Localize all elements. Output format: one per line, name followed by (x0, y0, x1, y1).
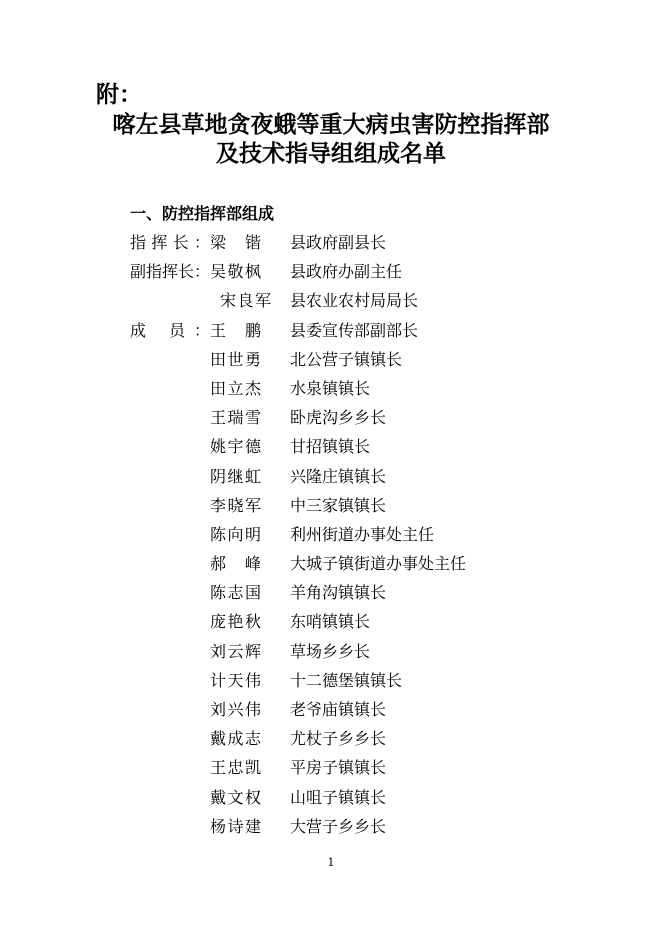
section-heading: 一、防控指挥部组成 (130, 204, 275, 223)
member-row (0, 724, 662, 753)
member-roster (0, 228, 662, 841)
member-name: 郝 峰 (210, 554, 261, 574)
member-row (0, 637, 662, 666)
document-title-line-1: 喀左县草地贪夜蛾等重大病虫害防控指挥部 (112, 112, 550, 138)
page-number: 1 (327, 856, 335, 869)
member-name: 杨诗建 (210, 816, 261, 836)
member-row (0, 695, 662, 724)
member-position: 东哨镇镇长 (290, 612, 371, 632)
member-position: 中三家镇镇长 (290, 495, 387, 515)
member-row (0, 491, 662, 520)
member-position: 北公营子镇镇长 (290, 349, 403, 369)
member-name: 刘兴伟 (210, 700, 261, 719)
member-name: 王忠凯 (210, 758, 261, 778)
member-row (0, 374, 662, 403)
member-position: 兴隆庄镇镇长 (290, 466, 387, 486)
member-name: 王瑞雪 (210, 408, 261, 428)
member-row (0, 286, 662, 315)
member-row (0, 345, 662, 374)
member-row (0, 578, 662, 607)
member-name: 阴继虹 (210, 466, 261, 486)
member-row (0, 607, 662, 636)
member-row (0, 666, 662, 695)
member-position: 大城子镇街道办事处主任 (290, 554, 467, 574)
member-row (0, 549, 662, 578)
member-row (0, 228, 662, 257)
member-role: 成 员： (130, 320, 210, 340)
member-role: 副指挥长： (130, 262, 211, 282)
member-position: 大营子乡乡长 (290, 816, 387, 836)
member-name: 戴文权 (210, 787, 261, 807)
member-name: 田世勇 (210, 349, 261, 369)
member-position: 水泉镇镇长 (290, 378, 371, 398)
member-position: 甘招镇镇长 (290, 437, 371, 457)
member-position: 羊角沟镇镇长 (290, 583, 387, 603)
member-position: 山咀子镇镇长 (290, 787, 387, 807)
member-name: 戴成志 (210, 729, 261, 749)
member-position: 县委宣传部副部长 (290, 320, 419, 340)
member-name: 计天伟 (210, 670, 261, 690)
member-row (0, 783, 662, 812)
document-title-line-2: 及技术指导组组成名单 (216, 141, 446, 167)
member-name: 庞艳秋 (210, 612, 261, 632)
member-position: 十二德堡镇镇长 (290, 670, 403, 690)
member-row (0, 257, 662, 286)
member-position: 卧虎沟乡乡长 (290, 408, 387, 428)
member-name: 陈向明 (210, 524, 261, 544)
member-position: 利州街道办事处主任 (290, 524, 435, 544)
member-name: 梁 锴 (210, 233, 261, 252)
member-position: 平房子镇镇长 (290, 758, 387, 778)
member-name: 陈志国 (210, 583, 261, 603)
member-row (0, 316, 662, 345)
member-name: 宋良军 (220, 291, 271, 311)
member-row (0, 462, 662, 491)
member-row (0, 520, 662, 549)
member-row (0, 812, 662, 841)
member-name: 田立杰 (210, 378, 261, 398)
member-row (0, 403, 662, 432)
member-position: 县政府办副主任 (290, 262, 403, 282)
member-position: 老爷庙镇镇长 (290, 700, 387, 719)
member-name: 王 鹏 (210, 320, 261, 340)
member-row (0, 753, 662, 782)
member-position: 草场乡乡长 (290, 641, 371, 661)
member-row (0, 432, 662, 461)
member-name: 李晓军 (210, 495, 261, 515)
attachment-label: 附： (96, 82, 142, 108)
member-position: 尤杖子乡乡长 (290, 729, 387, 749)
member-name: 刘云辉 (210, 641, 261, 661)
member-role: 指挥长： (130, 233, 210, 252)
member-name: 姚宇德 (210, 437, 261, 457)
member-position: 县农业农村局局长 (290, 291, 419, 311)
member-name: 吴敬枫 (210, 262, 261, 282)
member-position: 县政府副县长 (290, 233, 387, 252)
